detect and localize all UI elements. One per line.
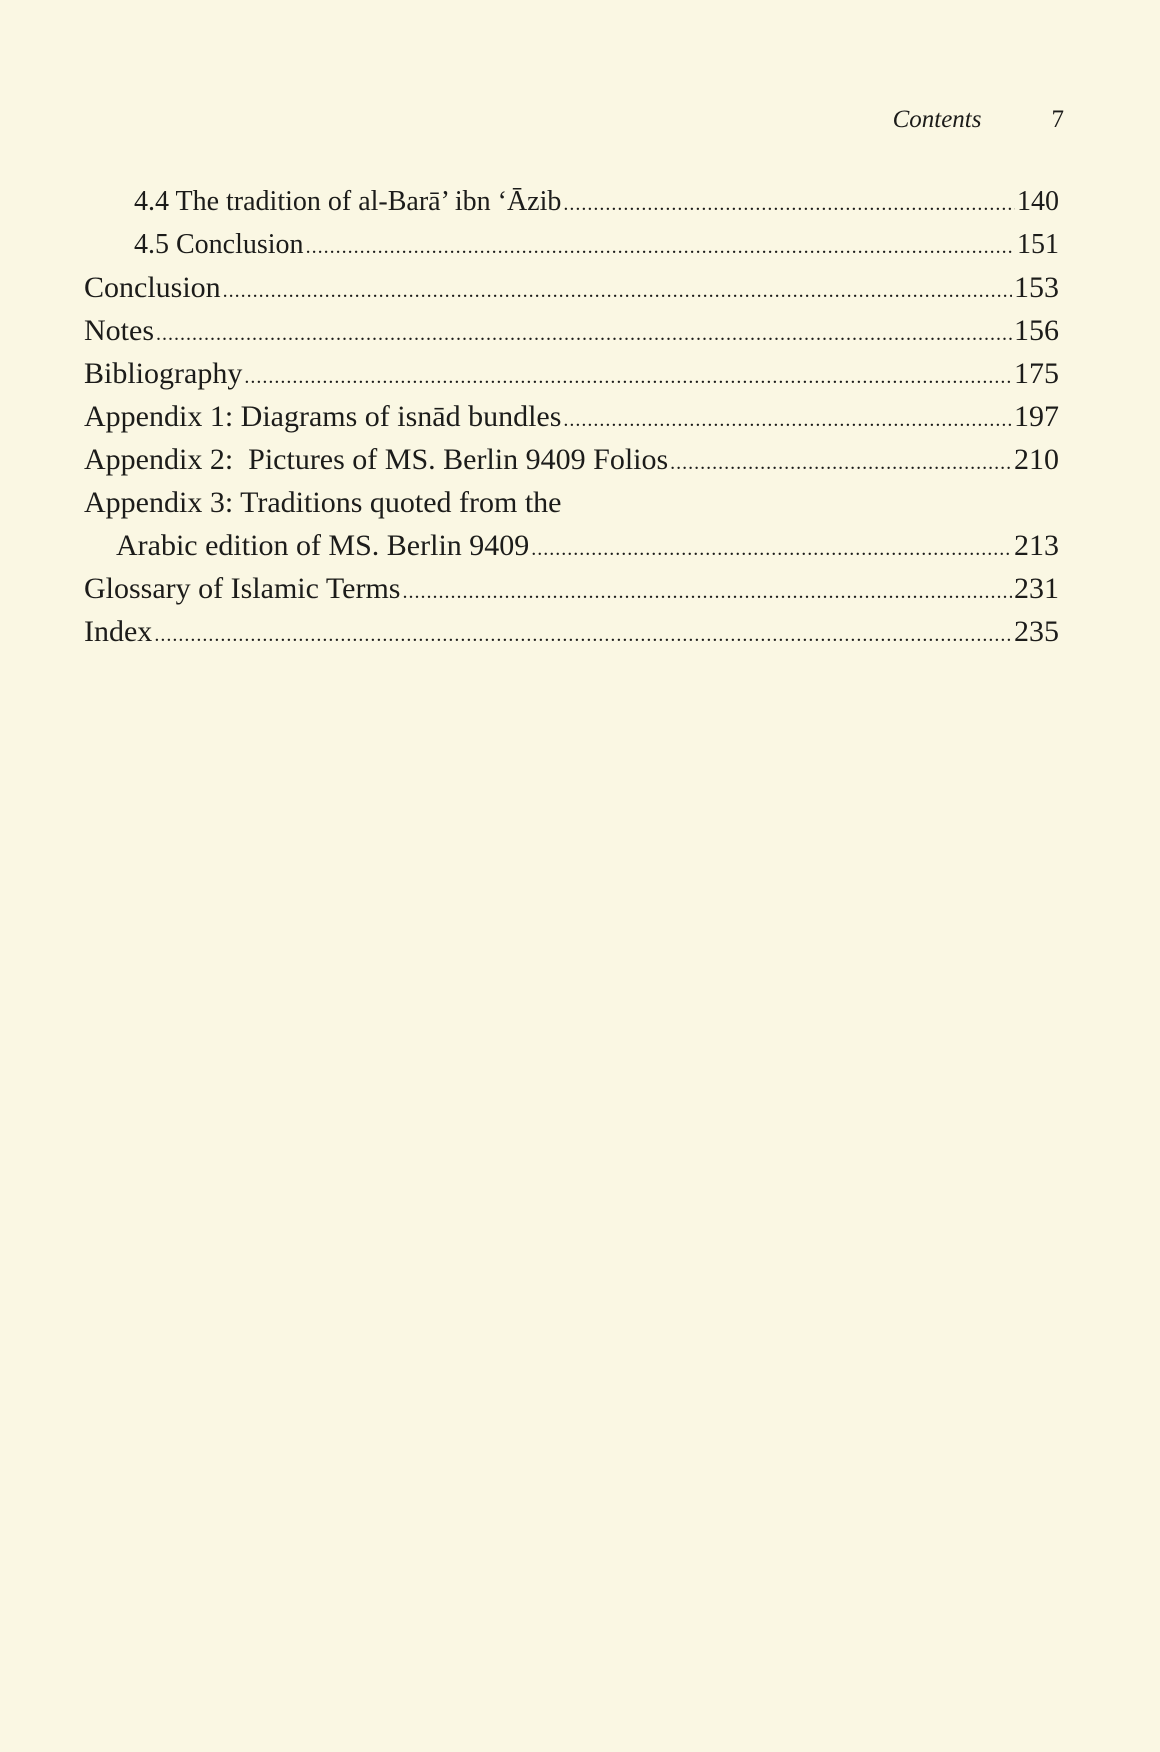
toc-entry-page: 153: [1014, 271, 1059, 304]
toc-entry-title-line1: Appendix 3: Traditions quoted from the: [84, 486, 562, 519]
dot-leader: [223, 266, 1012, 313]
toc-entry-title-line2: Arabic edition of MS. Berlin 9409: [116, 529, 530, 562]
toc-entry-page: 210: [1014, 443, 1059, 476]
dot-leader: [156, 309, 1012, 356]
dot-leader: [670, 438, 1012, 485]
running-head: [893, 106, 1064, 134]
dot-leader: [154, 610, 1012, 657]
toc-entry-title-line2-row: [84, 524, 1059, 567]
toc-entry: [84, 180, 1059, 223]
toc-entry-title: Appendix 2: Pictures of MS. Berlin 9409 Folios: [84, 443, 669, 476]
toc-entry: [84, 481, 1059, 567]
toc-entry-title: 4.4 The tradition of al-Barā’ ibn ‘Āzib: [134, 186, 562, 217]
toc-entry: [84, 567, 1059, 610]
toc-entry-page: 156: [1014, 314, 1059, 347]
toc-entry-title: Bibliography: [84, 357, 243, 390]
toc-entry: [84, 438, 1059, 481]
toc-entry-page: 151: [1017, 229, 1059, 260]
toc-entry-title: 4.5 Conclusion: [134, 229, 304, 260]
toc-entry-page: 140: [1017, 186, 1059, 217]
dot-leader: [531, 524, 1012, 571]
dot-leader: [563, 180, 1015, 226]
toc-entry-title: Appendix 1: Diagrams of isnād bundles: [84, 400, 562, 433]
dot-leader: [563, 395, 1012, 442]
dot-leader: [244, 352, 1012, 399]
toc-entry: [84, 352, 1059, 395]
toc-entry-page: 175: [1014, 357, 1059, 390]
toc-entry-title: Index: [84, 615, 153, 648]
toc-entry-page: 197: [1014, 400, 1059, 433]
toc-entry: [84, 223, 1059, 266]
toc-entry-page: 235: [1014, 615, 1059, 648]
page-number: 7: [1051, 106, 1064, 133]
toc-entry-page: 231: [1014, 572, 1059, 605]
toc-entry: [84, 266, 1059, 309]
toc-entry-title: Notes: [84, 314, 154, 347]
dot-leader: [306, 223, 1015, 269]
toc-entry-title: Conclusion: [84, 271, 221, 304]
toc-entry: [84, 610, 1059, 653]
running-head-title: Contents: [892, 106, 982, 133]
toc-entry-page: 213: [1014, 529, 1059, 562]
toc-entry: [84, 309, 1059, 352]
toc-entry: [84, 395, 1059, 438]
toc-entry-title: Glossary of Islamic Terms: [84, 572, 401, 605]
dot-leader: [402, 567, 1012, 614]
table-of-contents: [84, 180, 1059, 653]
